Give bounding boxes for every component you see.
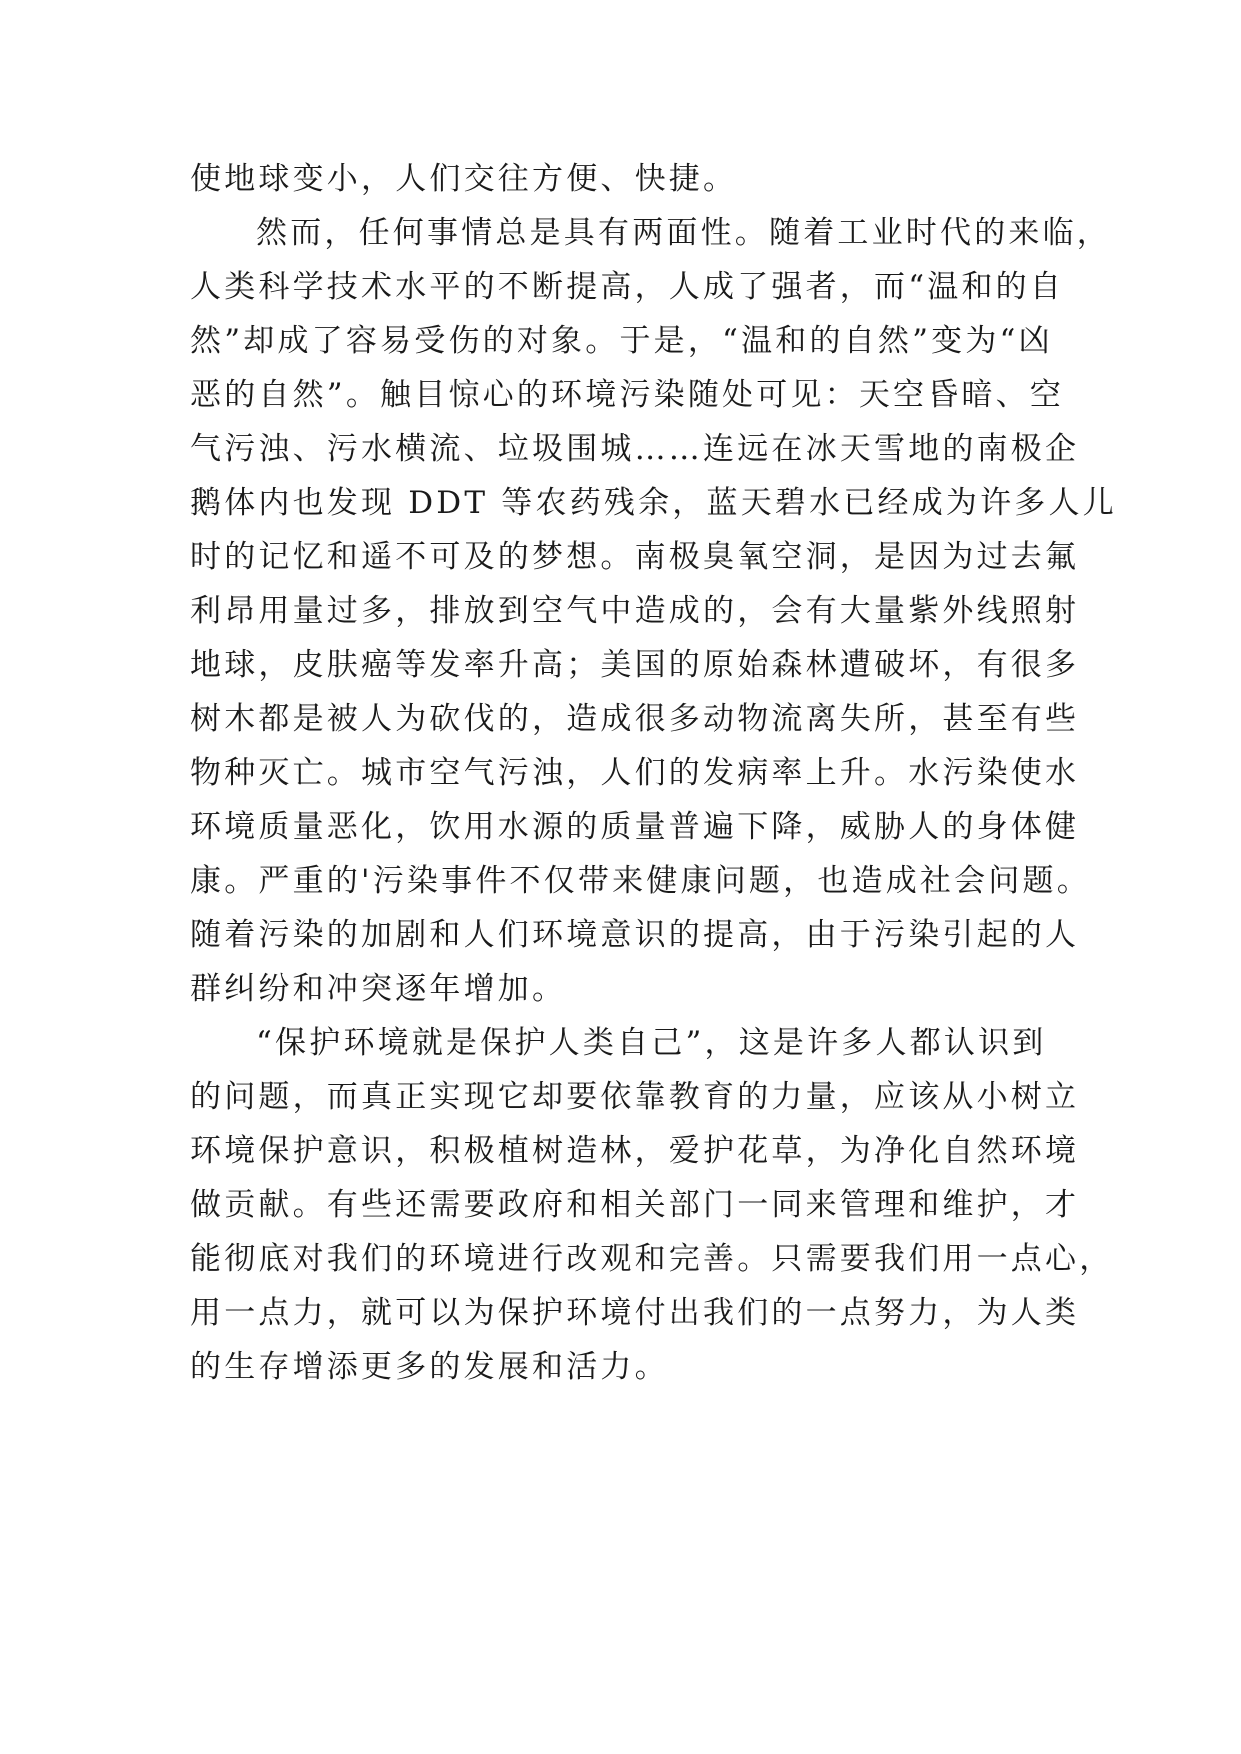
text-line: 气污浊、污水横流、垃圾围城……连远在冰天雪地的南极企	[190, 431, 1080, 467]
text-line: 随着污染的加剧和人们环境意识的提高，由于污染引起的人	[190, 917, 1080, 953]
text-line: 的生存增添更多的发展和活力。	[190, 1349, 669, 1385]
text-line: 恶的自然”。触目惊心的环境污染随处可见：天空昏暗、空	[190, 377, 1065, 413]
text-line: 鹅体内也发现 DDT 等农药残余，蓝天碧水已经成为许多人儿	[190, 485, 1117, 521]
text-line: 地球，皮肤癌等发率升高；美国的原始森林遭破坏，有很多	[190, 647, 1080, 683]
text-line: 时的记忆和遥不可及的梦想。南极臭氧空洞，是因为过去氟	[190, 539, 1080, 575]
text-line: 能彻底对我们的环境进行改观和完善。只需要我们用一点心，	[190, 1241, 1114, 1277]
body-text	[190, 152, 1117, 1394]
text-line: 利昂用量过多，排放到空气中造成的，会有大量紫外线照射	[190, 593, 1080, 629]
text-line: 康。严重的'污染事件不仅带来健康问题，也造成社会问题。	[190, 863, 1091, 899]
text-line: 的问题，而真正实现它却要依靠教育的力量，应该从小树立	[190, 1079, 1080, 1115]
paragraph-start-line: “保护环境就是保护人类自己”，这是许多人都认识到	[256, 1025, 1047, 1061]
text-line: 人类科学技术水平的不断提高，人成了强者，而“温和的自	[190, 269, 1065, 305]
paragraph-start-line: 然而，任何事情总是具有两面性。随着工业时代的来临，	[256, 215, 1111, 251]
text-line: 使地球变小，人们交往方便、快捷。	[190, 161, 738, 197]
text-line: 然”却成了容易受伤的对象。于是，“温和的自然”变为“凶	[190, 323, 1053, 359]
text-line: 环境保护意识，积极植树造林，爱护花草，为净化自然环境	[190, 1133, 1080, 1169]
text-line: 物种灭亡。城市空气污浊，人们的发病率上升。水污染使水	[190, 755, 1080, 791]
text-line: 群纠纷和冲突逐年增加。	[190, 971, 567, 1007]
text-line: 用一点力，就可以为保护环境付出我们的一点努力，为人类	[190, 1295, 1080, 1331]
text-line: 做贡献。有些还需要政府和相关部门一同来管理和维护，才	[190, 1187, 1080, 1223]
text-line: 树木都是被人为砍伐的，造成很多动物流离失所，甚至有些	[190, 701, 1080, 737]
text-line: 环境质量恶化，饮用水源的质量普遍下降，威胁人的身体健	[190, 809, 1080, 845]
